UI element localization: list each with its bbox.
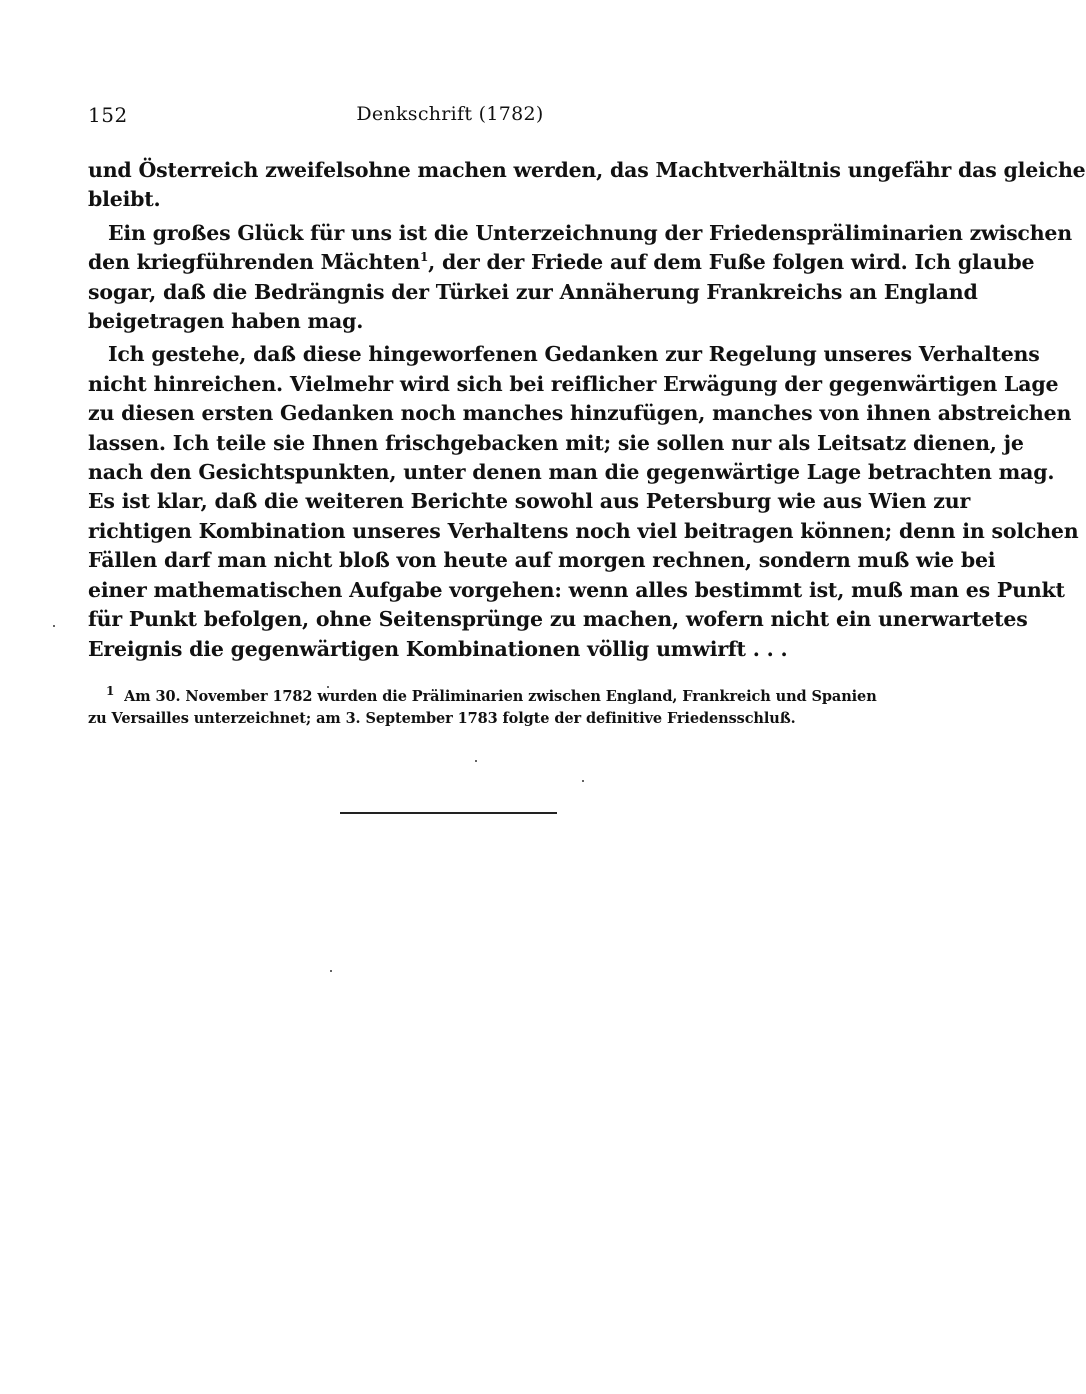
text-line: lassen. Ich teile sie Ihnen frischgebacken mit; sie sollen nur als Leitsatz dienen, je bbox=[88, 430, 1024, 455]
text-fragment: den kriegführenden Mächten bbox=[88, 250, 420, 275]
footnote-reference[interactable]: 1 bbox=[419, 250, 429, 265]
text-line: einer mathematischen Aufgabe vorgehen: wenn alles bestimmt ist, muß man es Punkt bbox=[88, 577, 1065, 602]
end-rule bbox=[340, 812, 557, 814]
text-line: bleibt. bbox=[88, 187, 161, 212]
footnote-marker: 1 bbox=[106, 684, 115, 699]
text-line: Es ist klar, daß die weiteren Berichte sowohl aus Petersburg wie aus Wien zur bbox=[88, 489, 971, 514]
text-line: Ein großes Glück für uns ist die Unterzeichnung der Friedenspräliminarien zwischen bbox=[108, 220, 1072, 245]
footnote-text: Am 30. November 1782 wurden die Präliminarien zwischen England, Frankreich und Spanien bbox=[124, 688, 877, 705]
text-fragment: , der der Friede auf dem Fuße folgen wird. Ich glaube bbox=[428, 250, 1035, 275]
text-line: nicht hinreichen. Vielmehr wird sich bei reiflicher Erwägung der gegenwärtigen Lage bbox=[88, 371, 1059, 396]
text-line: beigetragen haben mag. bbox=[88, 309, 364, 334]
text-line: Ich gestehe, daß diese hingeworfenen Gedanken zur Regelung unseres Verhaltens bbox=[108, 342, 1040, 367]
footnote bbox=[88, 684, 877, 730]
text-line-with-footnote bbox=[88, 248, 1035, 277]
page-number: 152 bbox=[88, 103, 128, 127]
text-line: sogar, daß die Bedrängnis der Türkei zur Annäherung Frankreichs an England bbox=[88, 279, 978, 304]
text-line: Ereignis die gegenwärtigen Kombinationen völlig umwirft . . . bbox=[88, 636, 788, 661]
scan-speck bbox=[330, 970, 332, 972]
scan-speck bbox=[53, 625, 55, 627]
footnote-line bbox=[88, 684, 877, 708]
scan-speck bbox=[582, 780, 584, 782]
text-line: Fällen darf man nicht bloß von heute auf morgen rechnen, sondern muß wie bei bbox=[88, 548, 996, 573]
scan-speck bbox=[475, 760, 477, 762]
text-line: zu diesen ersten Gedanken noch manches hinzufügen, manches von ihnen abstreichen bbox=[88, 401, 1072, 426]
text-line: richtigen Kombination unseres Verhaltens noch viel beitragen können; denn in solchen bbox=[88, 518, 1079, 543]
scan-speck bbox=[327, 686, 329, 688]
text-line: für Punkt befolgen, ohne Seitensprünge zu machen, wofern nicht ein unerwartetes bbox=[88, 607, 1028, 632]
text-line: nach den Gesichtspunkten, unter denen man die gegenwärtige Lage betrachten mag. bbox=[88, 460, 1055, 485]
footnote-line: zu Versailles unterzeichnet; am 3. September 1783 folgte der definitive Friedensschluß. bbox=[88, 710, 796, 727]
text-line: und Österreich zweifelsohne machen werden, das Machtverhältnis ungefähr das gleiche bbox=[88, 158, 1086, 182]
main-text bbox=[88, 156, 1086, 664]
running-head: Denkschrift (1782) bbox=[356, 103, 544, 125]
